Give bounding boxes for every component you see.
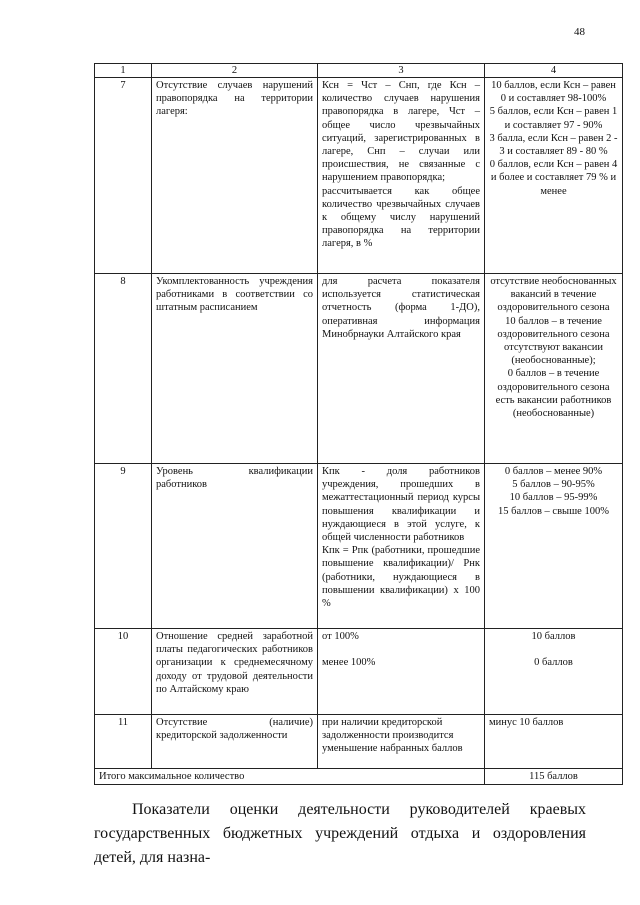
total-label: Итого максимальное количество bbox=[95, 769, 485, 785]
indicator-cell: Укомплектованность учреждения работниками в соответствии со штатным расписанием bbox=[152, 274, 318, 464]
score-cell: отсутствие необоснованных вакансий в течение оздоровительного сезона 10 баллов – в течение оздоровительного сезона отсутствуют вакансии (необоснованные); 0 баллов – в течение оздоровительного сезона есть вакансии работников (необоснованные) bbox=[485, 274, 623, 464]
score-cell: 0 баллов – менее 90% 5 баллов – 90-95% 10 баллов – 95-99% 15 баллов – свыше 100% bbox=[485, 464, 623, 629]
header-col-4: 4 bbox=[485, 64, 623, 78]
table-row bbox=[95, 78, 623, 274]
row-number: 11 bbox=[95, 715, 152, 769]
method-cell: при наличии кредиторской задолженности производится уменьшение набранных баллов bbox=[318, 715, 485, 769]
method-cell: для расчета показателя используется статистическая отчетность (форма 1-ДО), оперативная информация Минобрнауки Алтайского края bbox=[318, 274, 485, 464]
row-number: 7 bbox=[95, 78, 152, 274]
method-cell bbox=[318, 629, 485, 715]
score-cell: 10 баллов, если Ксн – равен 0 и составляет 98-100% 5 баллов, если Ксн – равен 1 и составляет 97 - 90% 3 балла, если Ксн – равен 2 - 3 и составляет 89 - 80 % 0 баллов, если Ксн – равен 4 и более и составляет 79 % и менее bbox=[485, 78, 623, 274]
total-row bbox=[95, 769, 623, 785]
table-header-row bbox=[95, 64, 623, 78]
table-row bbox=[95, 274, 623, 464]
indicator-cell: Отношение средней заработной платы педагогических работников организации к среднемесячному доходу от трудовой деятельности по Алтайскому краю bbox=[152, 629, 318, 715]
method-cell: Кпк - доля работников учреждения, прошедших в межаттестационный период курсы повышения квалификации и нуждающиеся в этой услуге, к общей численности работников Кпк = Рпк (работники, прошедшие повышение квалификации)/ Рнк (работники, нуждающиеся в повышении квалификации) х 100 % bbox=[318, 464, 485, 629]
row-number: 8 bbox=[95, 274, 152, 464]
score-option: 10 баллов bbox=[531, 631, 576, 642]
header-col-3: 3 bbox=[318, 64, 485, 78]
method-cell: Ксн = Чст – Снп, где Ксн – количество случаев нарушения правопорядка в лагере, Чст – общее число чрезвычайных ситуаций, зарегистрированных в лагере, Снп – случаи или происшествия, не связанные с нарушением правопорядка; рассчитывается как общее количество чрезвычайных случаев к общему числу нарушений правопорядка на территории лагеря, в % bbox=[318, 78, 485, 274]
table-row bbox=[95, 464, 623, 629]
page-number: 48 bbox=[574, 26, 585, 38]
indicator-cell: Отсутствие (наличие) кредиторской задолженности bbox=[152, 715, 318, 769]
body-paragraph: Показатели оценки деятельности руководителей краевых государственных бюджетных учреждений отдыха и оздоровления детей, для назна- bbox=[94, 801, 586, 866]
method-option: менее 100% bbox=[322, 657, 376, 669]
indicator-cell: Отсутствие случаев нарушений правопорядка на территории лагеря: bbox=[152, 78, 318, 274]
header-col-2: 2 bbox=[152, 64, 318, 78]
indicator-cell: Уровень квалификации работников bbox=[152, 464, 318, 629]
total-value: 115 баллов bbox=[485, 769, 623, 785]
row-number: 9 bbox=[95, 464, 152, 629]
table-row bbox=[95, 715, 623, 769]
table-row bbox=[95, 629, 623, 715]
criteria-table bbox=[94, 63, 623, 785]
score-cell: минус 10 баллов bbox=[485, 715, 623, 769]
row-number: 10 bbox=[95, 629, 152, 715]
score-option: 0 баллов bbox=[534, 657, 573, 669]
header-col-1: 1 bbox=[95, 64, 152, 78]
score-cell bbox=[485, 629, 623, 715]
method-option: от 100% bbox=[322, 631, 359, 642]
